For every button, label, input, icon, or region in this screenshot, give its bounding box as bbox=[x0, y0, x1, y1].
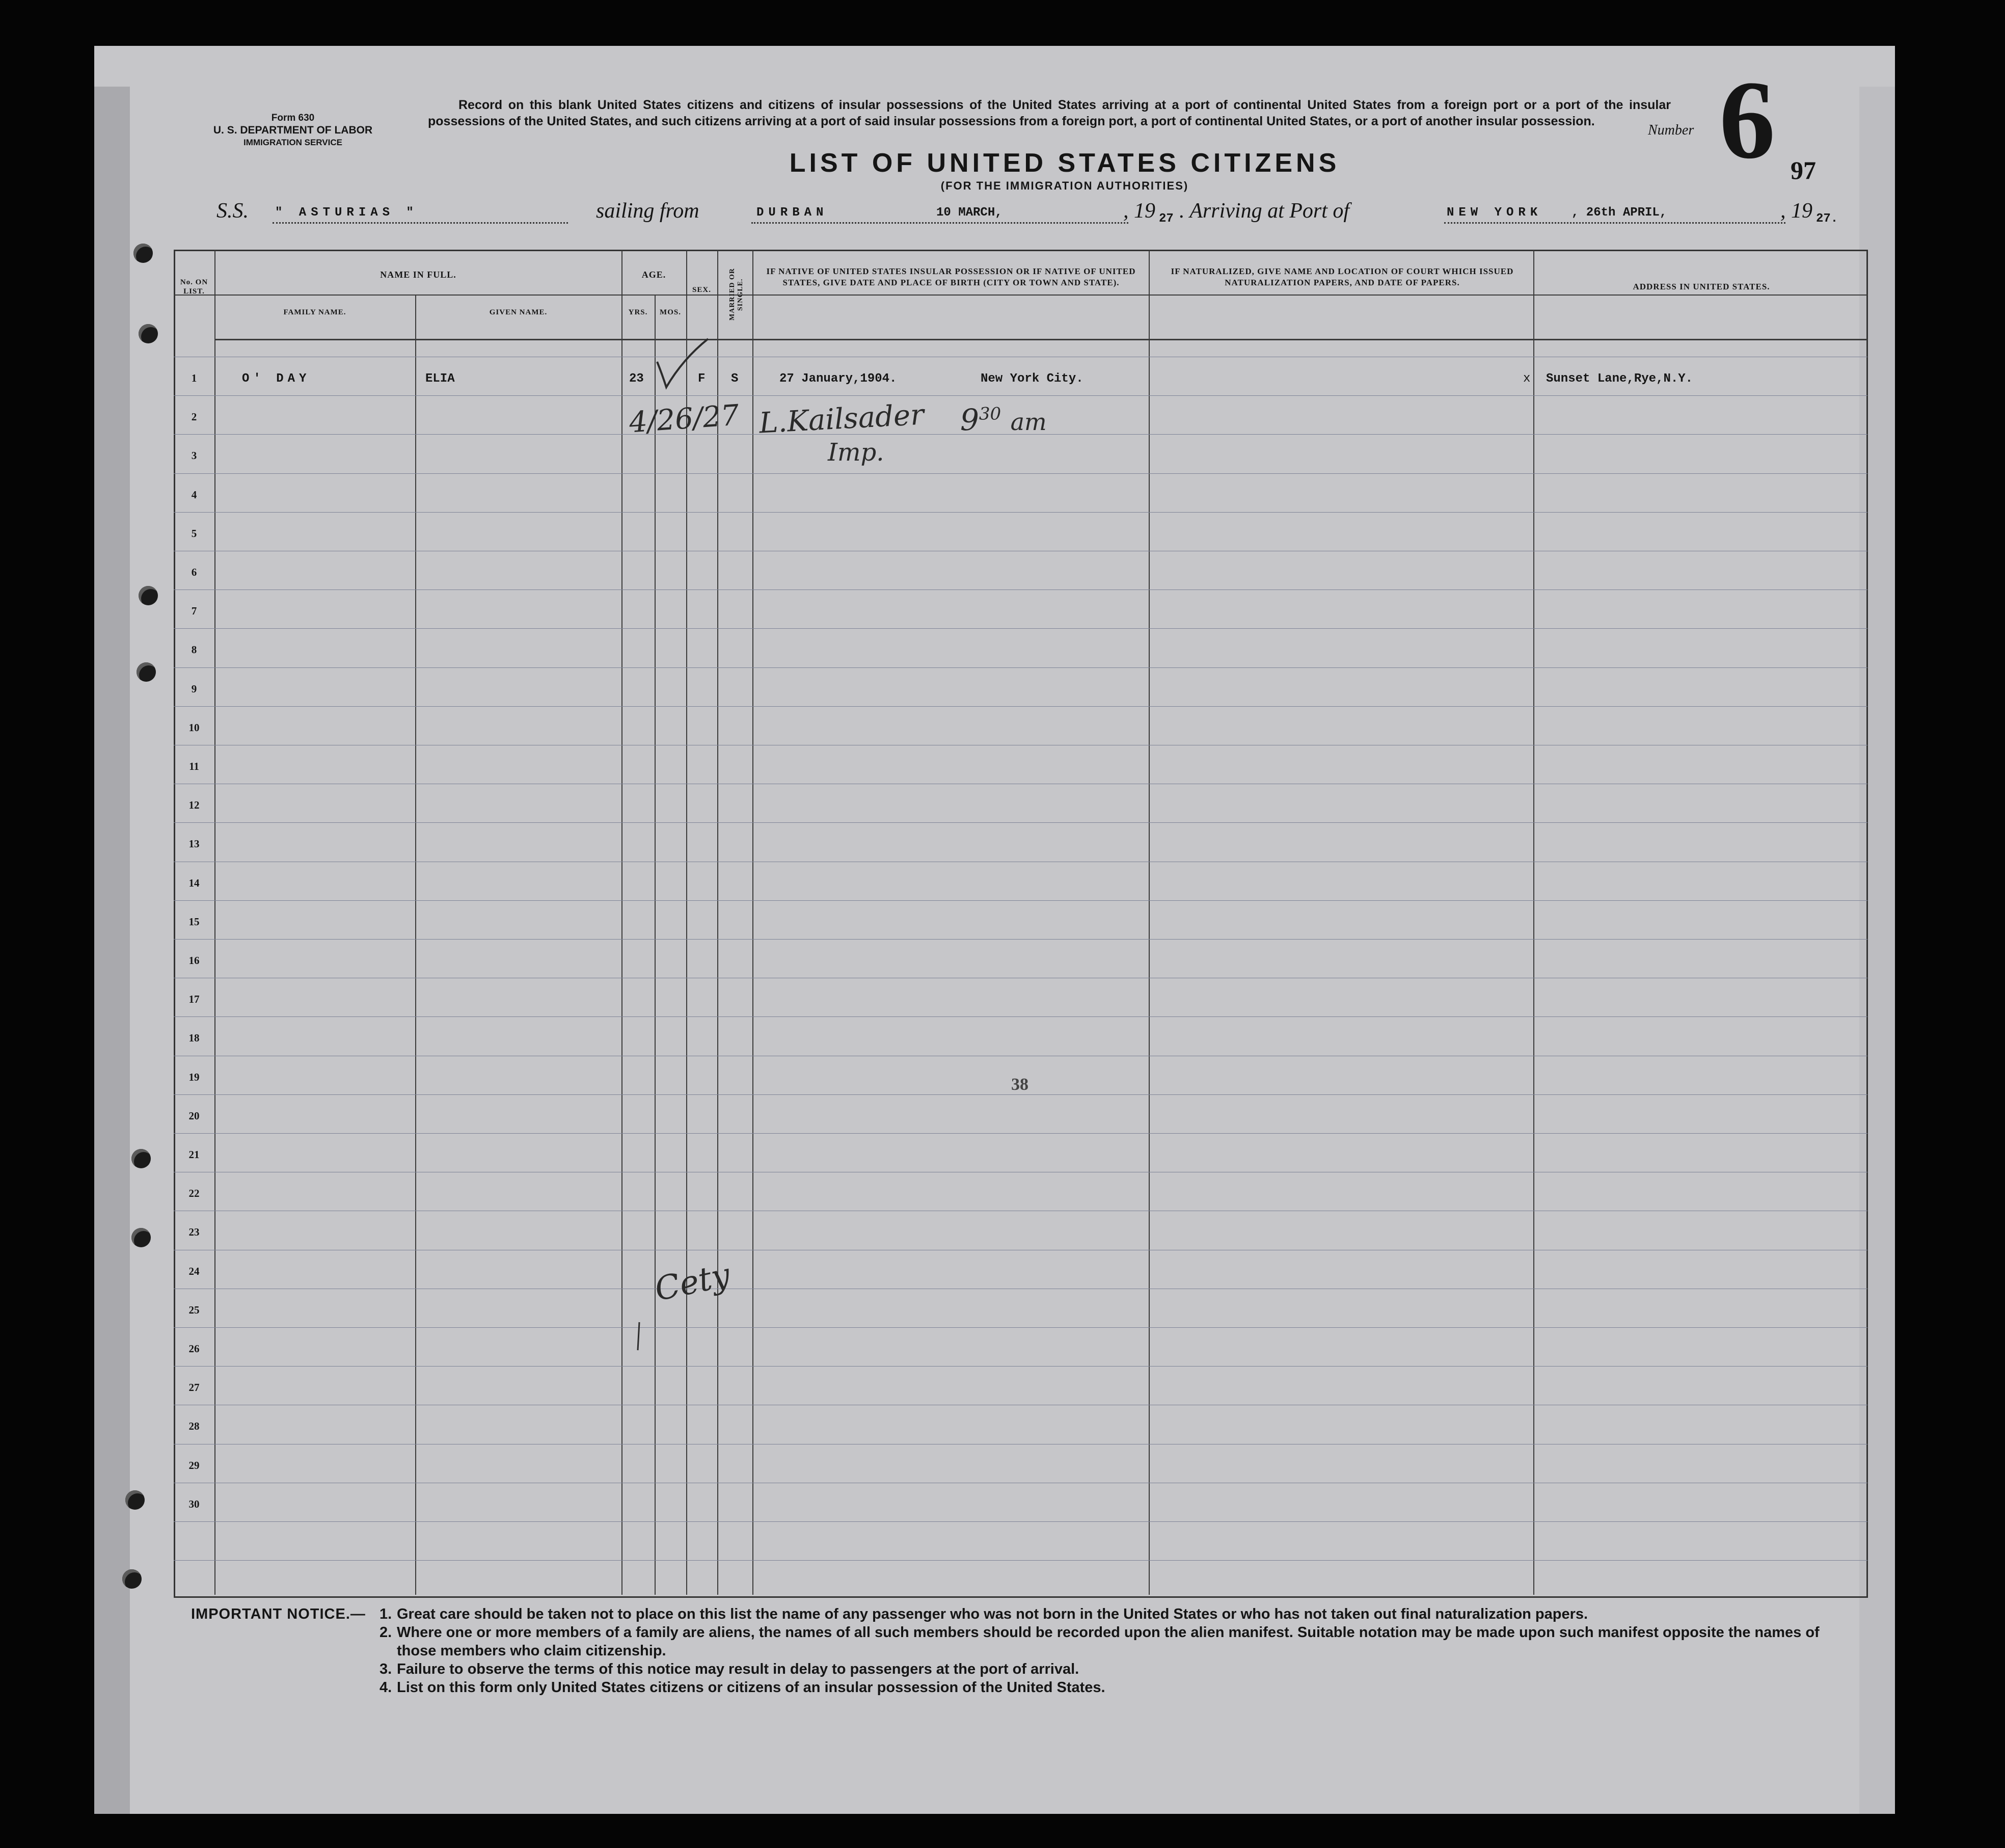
header-bottom-rule bbox=[214, 339, 1867, 340]
row-rule bbox=[174, 1366, 1867, 1367]
entry-family-name: O' DAY bbox=[242, 372, 311, 386]
faint-stamp: 38 bbox=[1011, 1075, 1028, 1094]
notice-item: 3. Failure to observe the terms of this notice may result in delay to passengers at the port of arrival. bbox=[380, 1661, 1079, 1677]
row-number: 15 bbox=[188, 916, 200, 928]
row-number: 11 bbox=[189, 760, 199, 772]
notice-item: 2. Where one or more members of a family are aliens, the names of all such members should be recorded upon the alien manifest. Suitable notation may be made upon such manifest opposite the names of those members who claim citizenship. bbox=[380, 1624, 1820, 1659]
col-line-family bbox=[415, 294, 416, 1595]
col-line-yrs bbox=[655, 294, 656, 1595]
page-subtitle: (FOR THE IMMIGRATION AUTHORITIES) bbox=[940, 179, 1189, 192]
row-rule bbox=[174, 1016, 1867, 1017]
row-number: 1 bbox=[191, 372, 197, 384]
page-left-edge bbox=[94, 87, 130, 1814]
header-address: ADDRESS IN UNITED STATES. bbox=[1633, 282, 1770, 291]
arriving-label: . Arriving at Port of bbox=[1179, 199, 1350, 223]
arrival-port: NEW YORK bbox=[1447, 206, 1542, 220]
row-rule bbox=[174, 939, 1867, 940]
header-family-name: FAMILY NAME. bbox=[283, 308, 346, 316]
col-line-marital bbox=[752, 250, 753, 1595]
header-age: AGE. bbox=[641, 270, 666, 280]
row-rule bbox=[174, 667, 1867, 668]
notice-title: IMPORTANT NOTICE.— bbox=[191, 1606, 366, 1622]
row-number: 17 bbox=[188, 993, 200, 1005]
row-number: 6 bbox=[191, 566, 197, 578]
voyage-line bbox=[94, 199, 1895, 239]
row-rule bbox=[174, 900, 1867, 901]
handwritten-time-min: 30 bbox=[979, 404, 1001, 424]
row-number: 24 bbox=[188, 1265, 200, 1277]
binder-hole bbox=[139, 324, 158, 343]
handwritten-time-hour: 9 bbox=[960, 403, 979, 437]
row-number: 22 bbox=[188, 1187, 200, 1199]
row-number: 7 bbox=[191, 605, 197, 617]
row-rule bbox=[174, 1094, 1867, 1095]
ss-label: S.S. bbox=[216, 199, 249, 223]
entry-address: Sunset Lane,Rye,N.Y. bbox=[1546, 372, 1693, 386]
row-number: 14 bbox=[188, 877, 200, 889]
row-number: 8 bbox=[191, 644, 197, 656]
row-number: 30 bbox=[188, 1498, 200, 1510]
col-line-birth bbox=[1149, 250, 1150, 1595]
row-rule bbox=[174, 395, 1867, 396]
form-number: Form 630 bbox=[271, 113, 315, 123]
row-number: 9 bbox=[191, 683, 197, 695]
row-number: 2 bbox=[191, 411, 197, 423]
ship-name-rule bbox=[273, 222, 568, 224]
row-number: 21 bbox=[188, 1148, 200, 1161]
binder-hole bbox=[122, 1569, 142, 1589]
number-value: 6 bbox=[1719, 58, 1775, 182]
row-number: 4 bbox=[191, 489, 197, 501]
header-name-in-full: NAME IN FULL. bbox=[380, 270, 456, 280]
row-number: 19 bbox=[188, 1071, 200, 1083]
form-instructions: Record on this blank United States citizens and citizens of insular possessions of the United States arriving at a port of continental United States from a foreign port or a port of the insular possessions of the United States, and such citizens arriving at a port of said insular possessions from a foreign port, a port of continental United States, or a port of another insular possession. bbox=[428, 98, 1671, 128]
page-title: LIST OF UNITED STATES CITIZENS bbox=[789, 148, 1340, 178]
handwritten-time-ampm: am bbox=[1010, 408, 1047, 436]
subheader-rule bbox=[214, 294, 872, 295]
row-number: 5 bbox=[191, 527, 197, 540]
binder-hole bbox=[125, 1490, 145, 1510]
row-rule bbox=[174, 512, 1867, 513]
handwritten-date: 4/26/27 bbox=[628, 398, 740, 440]
col-line-mos bbox=[686, 250, 687, 1595]
header-yrs: YRS. bbox=[628, 308, 648, 316]
notice-item: 1. Great care should be taken not to place on this list the name of any passenger who was not born in the United States or who has not taken out final naturalization papers. bbox=[380, 1606, 1588, 1622]
binder-hole bbox=[137, 662, 156, 682]
number-label: Number bbox=[1648, 122, 1694, 138]
service-name: IMMIGRATION SERVICE bbox=[243, 138, 342, 147]
col-line-no bbox=[214, 250, 215, 1595]
row-number: 16 bbox=[188, 954, 200, 967]
row-number: 12 bbox=[188, 799, 200, 811]
header-married-or-single: MARRIED OR SINGLE. bbox=[728, 268, 744, 321]
row-rule bbox=[174, 473, 1867, 474]
manifest-table bbox=[174, 250, 1868, 1598]
entry-given-name: ELIA bbox=[425, 372, 455, 386]
check-mark bbox=[652, 334, 713, 395]
row-number: 25 bbox=[188, 1304, 200, 1316]
row-rule bbox=[174, 1133, 1867, 1134]
year-suffix-2: 27. bbox=[1816, 212, 1838, 226]
row-number: 27 bbox=[188, 1381, 200, 1394]
notice-item-text: Great care should be taken not to place on this list the name of any passenger who was not born in the United States or who has not taken out final naturalization papers. bbox=[397, 1606, 1588, 1622]
row-number: 20 bbox=[188, 1110, 200, 1122]
notice-item-text: Failure to observe the terms of this notice may result in delay to passengers at the port of arrival. bbox=[397, 1661, 1079, 1677]
row-number: 29 bbox=[188, 1459, 200, 1471]
entry-age-yrs: 23 bbox=[629, 372, 644, 386]
form-identification bbox=[176, 112, 410, 149]
year-label-1: , 19 bbox=[1123, 199, 1155, 223]
handwritten-time bbox=[960, 403, 1047, 437]
header-no-on-list: No. ON LIST. bbox=[180, 278, 208, 296]
row-rule bbox=[174, 822, 1867, 823]
header-birth-info: IF NATIVE OF UNITED STATES INSULAR POSSESSION OR IF NATIVE OF UNITED STATES, GIVE DATE AND PLACE OF BIRTH (CITY OR TOWN AND STATE). bbox=[766, 266, 1136, 287]
row-rule bbox=[174, 1560, 1867, 1561]
row-number: 28 bbox=[188, 1420, 200, 1432]
notice-item-text: Where one or more members of a family are aliens, the names of all such members should be recorded upon the alien manifest. Suitable notation may be made upon such manifest opposite the names of those members who claim citizenship. bbox=[397, 1624, 1820, 1659]
row-rule bbox=[174, 628, 1867, 629]
from-port-rule bbox=[751, 222, 1128, 224]
binder-hole bbox=[131, 1149, 151, 1168]
row-number: 18 bbox=[188, 1032, 200, 1044]
notice-item-text: List on this form only United States citizens or citizens of an insular possession of the United States. bbox=[397, 1679, 1105, 1696]
entry-sex: F bbox=[698, 372, 706, 386]
binder-hole bbox=[139, 586, 158, 605]
header-mos: MOS. bbox=[660, 308, 681, 316]
sailing-from-label: sailing from bbox=[596, 199, 699, 223]
handwritten-inspector-title: Imp. bbox=[828, 438, 884, 467]
header-given-name: GIVEN NAME. bbox=[489, 308, 548, 316]
binder-hole bbox=[131, 1228, 151, 1247]
departure-date: 10 MARCH, bbox=[936, 206, 1002, 220]
page-number: 97 bbox=[1791, 156, 1816, 184]
col-line-sex bbox=[717, 250, 718, 1595]
row-number: 10 bbox=[188, 721, 200, 734]
header-naturalization: IF NATURALIZED, GIVE NAME AND LOCATION OF COURT WHICH ISSUED NATURALIZATION PAPERS, AND DATE OF PAPERS. bbox=[1171, 266, 1514, 287]
from-port: DURBAN bbox=[756, 206, 828, 220]
handwritten-inspector: L.Kailsader bbox=[758, 398, 925, 440]
row-number: 13 bbox=[188, 838, 200, 850]
entry-marital: S bbox=[731, 372, 739, 386]
row-number: 26 bbox=[188, 1343, 200, 1355]
arrival-port-rule bbox=[1444, 222, 1785, 224]
col-line-given bbox=[621, 250, 622, 1595]
row-number: 23 bbox=[188, 1226, 200, 1238]
ship-name: " ASTURIAS " bbox=[275, 206, 418, 220]
year-label-2: , 19 bbox=[1780, 199, 1812, 223]
handwritten-note: Cety bbox=[651, 1256, 734, 1309]
year-suffix-1: 27 bbox=[1159, 212, 1174, 226]
row-number: 3 bbox=[191, 449, 197, 462]
header-sex: SEX. bbox=[692, 286, 711, 294]
notice-item: 4. List on this form only United States citizens or citizens of an insular possession of the United States. bbox=[380, 1679, 1105, 1696]
row-rule bbox=[174, 1327, 1867, 1328]
arrival-date: , 26th APRIL, bbox=[1572, 206, 1667, 220]
manifest-page bbox=[94, 46, 1895, 1814]
row-rule bbox=[174, 1521, 1867, 1522]
notice-items bbox=[380, 1605, 1847, 1697]
binder-hole bbox=[133, 244, 153, 263]
entry-birth-place: New York City. bbox=[981, 372, 1083, 386]
pencil-tick bbox=[632, 1320, 647, 1355]
col-line-naturalization bbox=[1533, 250, 1534, 1595]
entry-naturalization-mark: x bbox=[1523, 372, 1531, 386]
entry-birth-date: 27 January,1904. bbox=[779, 372, 897, 386]
row-rule bbox=[174, 706, 1867, 707]
department-name: U. S. DEPARTMENT OF LABOR bbox=[213, 124, 373, 136]
